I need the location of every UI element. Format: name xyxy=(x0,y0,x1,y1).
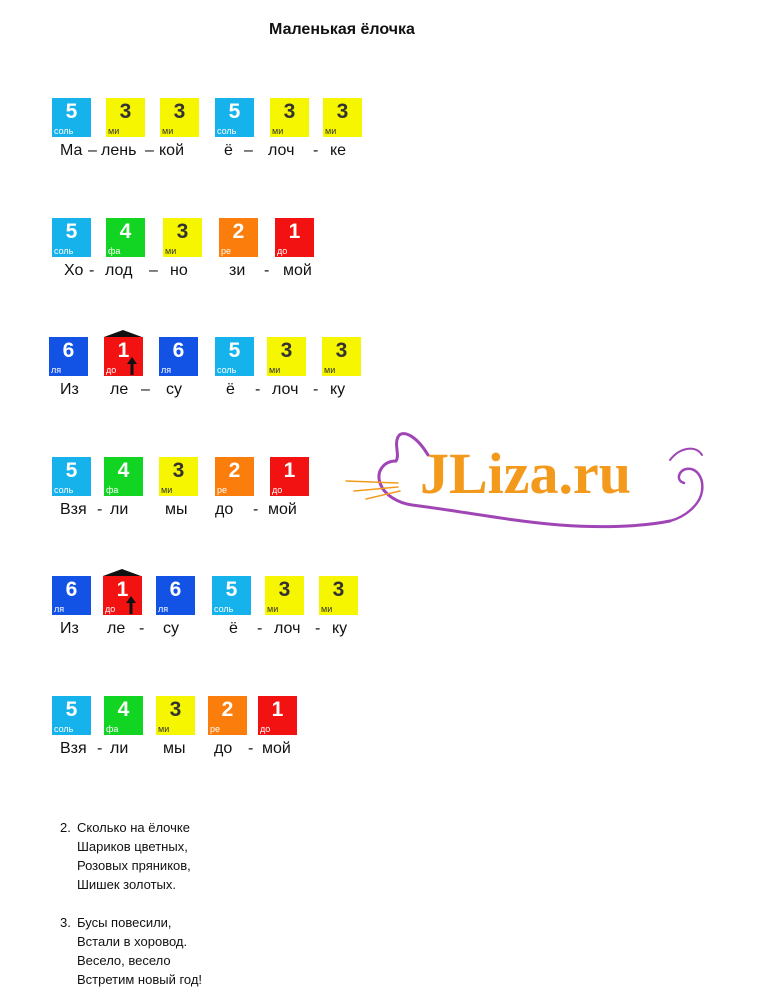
lyric-syllable: лень xyxy=(101,142,137,159)
note-name: до xyxy=(105,604,116,614)
note-name: соль xyxy=(214,604,234,614)
lyric-syllable: – xyxy=(149,262,158,279)
jliza-watermark-logo xyxy=(340,425,720,540)
note-number: 1 xyxy=(117,339,130,362)
lyric-syllable: ке xyxy=(330,142,347,159)
lyric-syllable: - xyxy=(97,501,103,518)
note-name: ля xyxy=(158,604,169,614)
note-number: 5 xyxy=(65,459,78,482)
melody-row-3 xyxy=(0,337,774,417)
melody-row-1 xyxy=(0,98,774,178)
note-card xyxy=(215,337,254,376)
note-number: 5 xyxy=(228,100,241,123)
note-number: 4 xyxy=(119,220,132,243)
lyric-syllable: ле xyxy=(110,381,129,398)
page-title: Маленькая ёлочка xyxy=(269,21,415,38)
note-card xyxy=(106,98,145,137)
note-card xyxy=(265,576,304,615)
lyric-syllable: до xyxy=(214,740,233,757)
note-name: соль xyxy=(217,126,237,136)
melody-row-6 xyxy=(0,696,774,776)
note-card xyxy=(49,337,88,376)
verse-number: 2. xyxy=(60,820,71,835)
verse-line: Весело, весело xyxy=(77,953,171,968)
note-card xyxy=(270,457,309,496)
note-number: 1 xyxy=(288,220,301,243)
note-name: фа xyxy=(106,724,119,734)
lyric-syllable: мой xyxy=(262,740,291,757)
roof-icon xyxy=(103,569,141,576)
note-name: ля xyxy=(161,365,172,375)
lyric-syllable: - xyxy=(248,740,254,757)
note-name: ми xyxy=(324,365,336,375)
lyric-syllable: ку xyxy=(330,381,346,398)
note-number: 3 xyxy=(278,578,291,601)
note-number: 3 xyxy=(336,100,349,123)
note-card xyxy=(163,218,202,257)
lyric-syllable: лоч xyxy=(272,381,299,398)
note-card xyxy=(322,337,361,376)
note-number: 1 xyxy=(116,578,129,601)
lyric-syllable: - xyxy=(139,620,145,637)
lyric-syllable: - xyxy=(253,501,259,518)
note-number: 2 xyxy=(232,220,245,243)
note-name: соль xyxy=(217,365,237,375)
note-card xyxy=(52,98,91,137)
lyric-syllable: су xyxy=(163,620,179,637)
watermark-text: JLiza.ru xyxy=(420,441,632,506)
note-card xyxy=(319,576,358,615)
lyric-syllable: - xyxy=(97,740,103,757)
note-card xyxy=(104,457,143,496)
lyric-syllable: ку xyxy=(332,620,348,637)
note-name: соль xyxy=(54,485,74,495)
note-name: ми xyxy=(269,365,281,375)
note-number: 3 xyxy=(335,339,348,362)
roof-icon xyxy=(104,330,142,337)
lyric-syllable: Ма xyxy=(60,142,83,159)
note-card xyxy=(106,218,145,257)
lyric-syllable: мы xyxy=(165,501,188,518)
note-name: фа xyxy=(106,485,119,495)
lyric-syllable: мой xyxy=(268,501,297,518)
lyric-syllable: - xyxy=(257,620,263,637)
note-number: 3 xyxy=(172,459,185,482)
lyric-syllable: зи xyxy=(229,262,246,279)
lyric-syllable: но xyxy=(170,262,188,279)
note-name: ми xyxy=(321,604,333,614)
note-number: 4 xyxy=(117,459,130,482)
note-number: 2 xyxy=(228,459,241,482)
note-name: ми xyxy=(272,126,284,136)
note-number: 6 xyxy=(172,339,185,362)
lyric-syllable: мы xyxy=(163,740,186,757)
note-card xyxy=(160,98,199,137)
note-card xyxy=(104,696,143,735)
note-card xyxy=(159,337,198,376)
note-name: ми xyxy=(161,485,173,495)
verse-line xyxy=(60,818,202,837)
note-number: 3 xyxy=(173,100,186,123)
lyric-syllable: лод xyxy=(105,262,133,279)
note-card xyxy=(219,218,258,257)
note-name: ми xyxy=(267,604,279,614)
note-card xyxy=(159,457,198,496)
note-number: 5 xyxy=(65,698,78,721)
lyric-syllable: - xyxy=(255,381,261,398)
lyric-syllable: Взя xyxy=(60,501,87,518)
note-name: до xyxy=(277,246,288,256)
lyric-syllable: – xyxy=(244,142,253,159)
note-name: ля xyxy=(51,365,62,375)
verse-number: 3. xyxy=(60,915,71,930)
lyric-syllable: до xyxy=(215,501,234,518)
note-number: 5 xyxy=(65,100,78,123)
verse-line: Встретим новый год! xyxy=(77,972,203,987)
verse-line-text: Бусы повесили, xyxy=(77,915,172,930)
note-number: 3 xyxy=(169,698,182,721)
note-number: 6 xyxy=(65,578,78,601)
verse-3 xyxy=(60,913,202,989)
note-card xyxy=(52,457,91,496)
note-card xyxy=(52,576,91,615)
note-name: ми xyxy=(158,724,170,734)
lyric-syllable: ли xyxy=(110,740,129,757)
note-number: 3 xyxy=(119,100,132,123)
lyric-syllable: - xyxy=(89,262,95,279)
verse-line: Розовых пряников, xyxy=(77,858,191,873)
lyric-syllable: ё xyxy=(226,381,235,398)
note-card xyxy=(156,696,195,735)
note-name: до xyxy=(106,365,117,375)
note-name: ми xyxy=(165,246,177,256)
verse-line: Встали в хоровод. xyxy=(77,934,188,949)
up-arrow-icon xyxy=(127,357,137,375)
lyric-syllable: лоч xyxy=(268,142,295,159)
note-number: 2 xyxy=(221,698,234,721)
note-number: 6 xyxy=(62,339,75,362)
note-name: до xyxy=(260,724,271,734)
note-name: до xyxy=(272,485,283,495)
lyric-syllable: Взя xyxy=(60,740,87,757)
note-card-high xyxy=(103,576,142,615)
lyric-syllable: - xyxy=(315,620,321,637)
note-number: 3 xyxy=(283,100,296,123)
lyric-syllable: – xyxy=(145,142,154,159)
note-card xyxy=(275,218,314,257)
lyric-syllable: - xyxy=(313,381,319,398)
lyric-syllable: Из xyxy=(60,381,79,398)
lyric-syllable: ё xyxy=(224,142,233,159)
note-name: ля xyxy=(54,604,65,614)
note-number: 3 xyxy=(176,220,189,243)
note-name: ми xyxy=(108,126,120,136)
lyric-syllable: ё xyxy=(229,620,238,637)
lyric-syllable: – xyxy=(88,142,97,159)
note-card xyxy=(258,696,297,735)
note-number: 4 xyxy=(117,698,130,721)
verse-line: Шишек золотых. xyxy=(77,877,176,892)
note-name: соль xyxy=(54,724,74,734)
note-card xyxy=(270,98,309,137)
note-card xyxy=(267,337,306,376)
up-arrow-icon xyxy=(126,596,136,614)
note-card xyxy=(215,457,254,496)
verse-line xyxy=(60,913,202,932)
lyric-syllable: ли xyxy=(110,501,129,518)
verse-line-text: Сколько на ёлочке xyxy=(77,820,190,835)
note-name: ре xyxy=(210,724,221,734)
lyric-syllable: Хо xyxy=(64,262,84,279)
verse-2 xyxy=(60,818,202,894)
note-number: 5 xyxy=(65,220,78,243)
note-name: ми xyxy=(325,126,337,136)
additional-verses xyxy=(60,818,202,1008)
note-number: 5 xyxy=(225,578,238,601)
lyric-syllable: су xyxy=(166,381,182,398)
note-card xyxy=(52,696,91,735)
lyric-syllable: лоч xyxy=(274,620,301,637)
note-name: ре xyxy=(221,246,232,256)
note-number: 5 xyxy=(228,339,241,362)
note-card xyxy=(52,218,91,257)
melody-row-2 xyxy=(0,218,774,298)
lyric-syllable: Из xyxy=(60,620,79,637)
note-name: ре xyxy=(217,485,228,495)
note-name: фа xyxy=(108,246,121,256)
note-number: 1 xyxy=(283,459,296,482)
note-number: 3 xyxy=(332,578,345,601)
lyric-syllable: - xyxy=(264,262,270,279)
note-card xyxy=(212,576,251,615)
note-card xyxy=(156,576,195,615)
note-name: соль xyxy=(54,126,74,136)
note-number: 3 xyxy=(280,339,293,362)
note-card xyxy=(208,696,247,735)
verse-line: Шариков цветных, xyxy=(77,839,188,854)
note-card xyxy=(215,98,254,137)
note-card xyxy=(323,98,362,137)
lyric-syllable: мой xyxy=(283,262,312,279)
lyric-syllable: - xyxy=(313,142,319,159)
lyric-syllable: ле xyxy=(107,620,126,637)
melody-row-5 xyxy=(0,576,774,656)
note-name: соль xyxy=(54,246,74,256)
note-number: 1 xyxy=(271,698,284,721)
note-number: 6 xyxy=(169,578,182,601)
lyric-syllable: кой xyxy=(159,142,185,159)
note-name: ми xyxy=(162,126,174,136)
note-card-high xyxy=(104,337,143,376)
lyric-syllable: – xyxy=(141,381,150,398)
